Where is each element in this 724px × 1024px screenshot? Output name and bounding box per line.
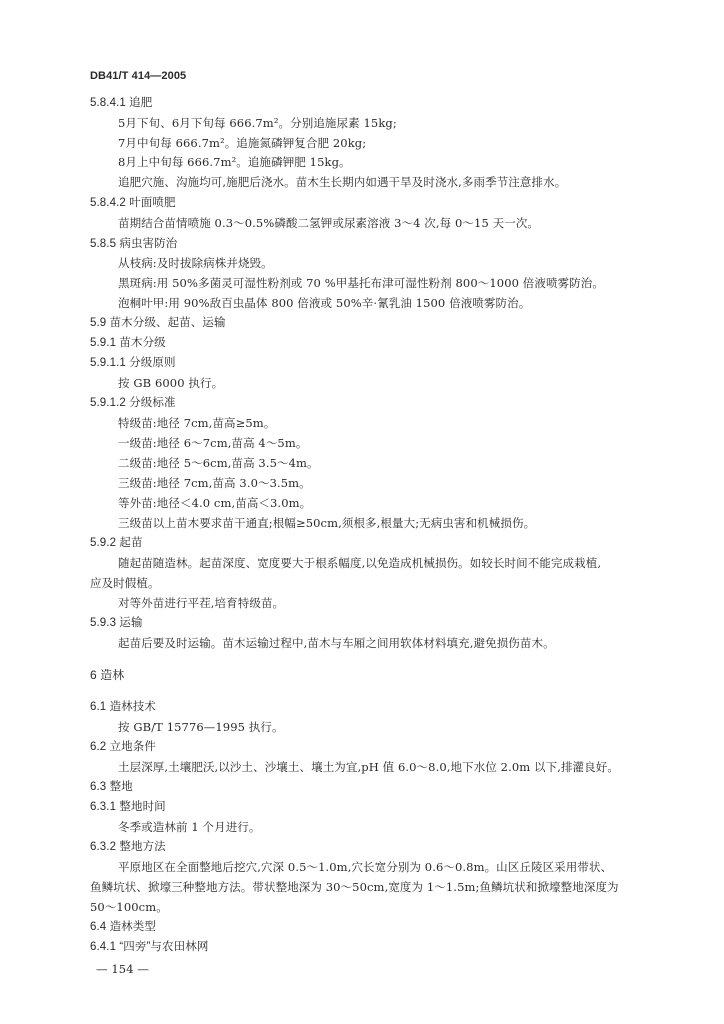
subsection-heading: 6.3.2 整地方法 (90, 841, 166, 853)
paragraph-line: 追肥穴施、沟施均可,施肥后浇水。苗木生长期内如遇干旱及时浇水,多雨季节注意排水。 (118, 175, 567, 189)
paragraph-line: 应及时假植。 (90, 576, 160, 590)
grade-line: 特级苗:地径 7cm,苗高≥5m。 (118, 416, 276, 430)
grade-line: 二级苗:地径 5～6cm,苗高 3.5～4m。 (118, 456, 319, 470)
section-heading: 6.3 整地 (90, 781, 133, 793)
paragraph-line: 5月下旬、6月下旬每 666.7m²。分别追施尿素 15kg; (118, 116, 397, 130)
paragraph-line: 泡桐叶甲:用 90%敌百虫晶体 800 倍液或 50%辛·氰乳油 1500 倍液喷雾防治。 (118, 296, 531, 310)
paragraph-line: 对等外苗进行平茬,培育特级苗。 (118, 596, 285, 610)
subsection-heading: 6.4.1 “四旁”与农田林网 (90, 941, 209, 953)
paragraph-line: 随起苗随造林。起苗深度、宽度要大于根系幅度,以免造成机械损伤。如较长时间不能完成栽植, (118, 556, 602, 570)
document-code: DB41/T 414—2005 (90, 70, 187, 82)
subsection-heading: 5.8.5 病虫害防治 (90, 238, 178, 250)
subsection-heading: 6.3.1 整地时间 (90, 801, 166, 813)
paragraph-line: 平原地区在全面整地后挖穴,穴深 0.5～1.0m,穴长宽分别为 0.6～0.8m。山区丘陵区采用带状、 (118, 860, 613, 874)
section-heading: 6.2 立地条件 (90, 741, 156, 753)
grade-line: 三级苗:地径 7cm,苗高 3.0～3.5m。 (118, 476, 311, 490)
grade-line: 一级苗:地径 6～7cm,苗高 4～5m。 (118, 436, 308, 450)
paragraph-line: 8月上中旬每 666.7m²。追施磷钾肥 15kg。 (118, 155, 351, 169)
paragraph-line: 按 GB 6000 执行。 (118, 376, 224, 390)
subsection-heading: 5.9.2 起苗 (90, 537, 143, 549)
paragraph-line: 三级苗以上苗木要求苗干通直;根幅≥50cm,须根多,根量大;无病虫害和机械损伤。 (118, 516, 536, 530)
section-heading: 6.1 造林技术 (90, 701, 156, 713)
paragraph-line: 7月中旬每 666.7m²。追施氮磷钾复合肥 20kg; (118, 136, 367, 150)
paragraph-line: 冬季或造林前 1 个月进行。 (118, 820, 261, 834)
paragraph-line: 按 GB/T 15776—1995 执行。 (118, 720, 284, 734)
subsection-heading: 5.8.4.1 追肥 (90, 97, 153, 109)
subsection-heading: 5.9.1 苗木分级 (90, 337, 166, 349)
paragraph-line: 50～100cm。 (90, 900, 168, 914)
section-heading: 6.4 造林类型 (90, 921, 156, 933)
page-number: — 154 — (96, 962, 149, 976)
paragraph-line: 起苗后要及时运输。苗木运输过程中,苗木与车厢之间用软体材料填充,避免损伤苗木。 (118, 636, 555, 650)
chapter-heading: 6 造林 (90, 668, 125, 682)
paragraph-line: 黑斑病:用 50%多菌灵可湿性粉剂或 70 %甲基托布津可湿性粉剂 800～1000 倍液喷雾防治。 (118, 276, 604, 290)
subsection-heading: 5.8.4.2 叶面喷肥 (90, 197, 176, 209)
grade-line: 等外苗:地径＜4.0 cm,苗高＜3.0m。 (118, 496, 312, 510)
subsection-heading: 5.9.1.2 分级标准 (90, 397, 176, 409)
paragraph-line: 鱼鳞坑状、掀壕三种整地方法。带状整地深为 30～50cm,宽度为 1～1.5m;鱼鳞坑状和掀壕整地深度为 (90, 880, 619, 894)
subsection-heading: 5.9.1.1 分级原则 (90, 357, 176, 369)
paragraph-line: 苗期结合苗情喷施 0.3～0.5%磷酸二氢钾或尿素溶液 3～4 次,每 0～15 天一次。 (118, 216, 540, 230)
paragraph-line: 土层深厚,土壤肥沃,以沙土、沙壤土、壤土为宜,pH 值 6.0～8.0,地下水位 2.0m 以下,排灌良好。 (118, 760, 619, 774)
paragraph-line: 从枝病:及时拔除病株并烧毁。 (118, 256, 273, 270)
subsection-heading: 5.9.3 运输 (90, 617, 143, 629)
section-heading: 5.9 苗木分级、起苗、运输 (90, 317, 226, 329)
